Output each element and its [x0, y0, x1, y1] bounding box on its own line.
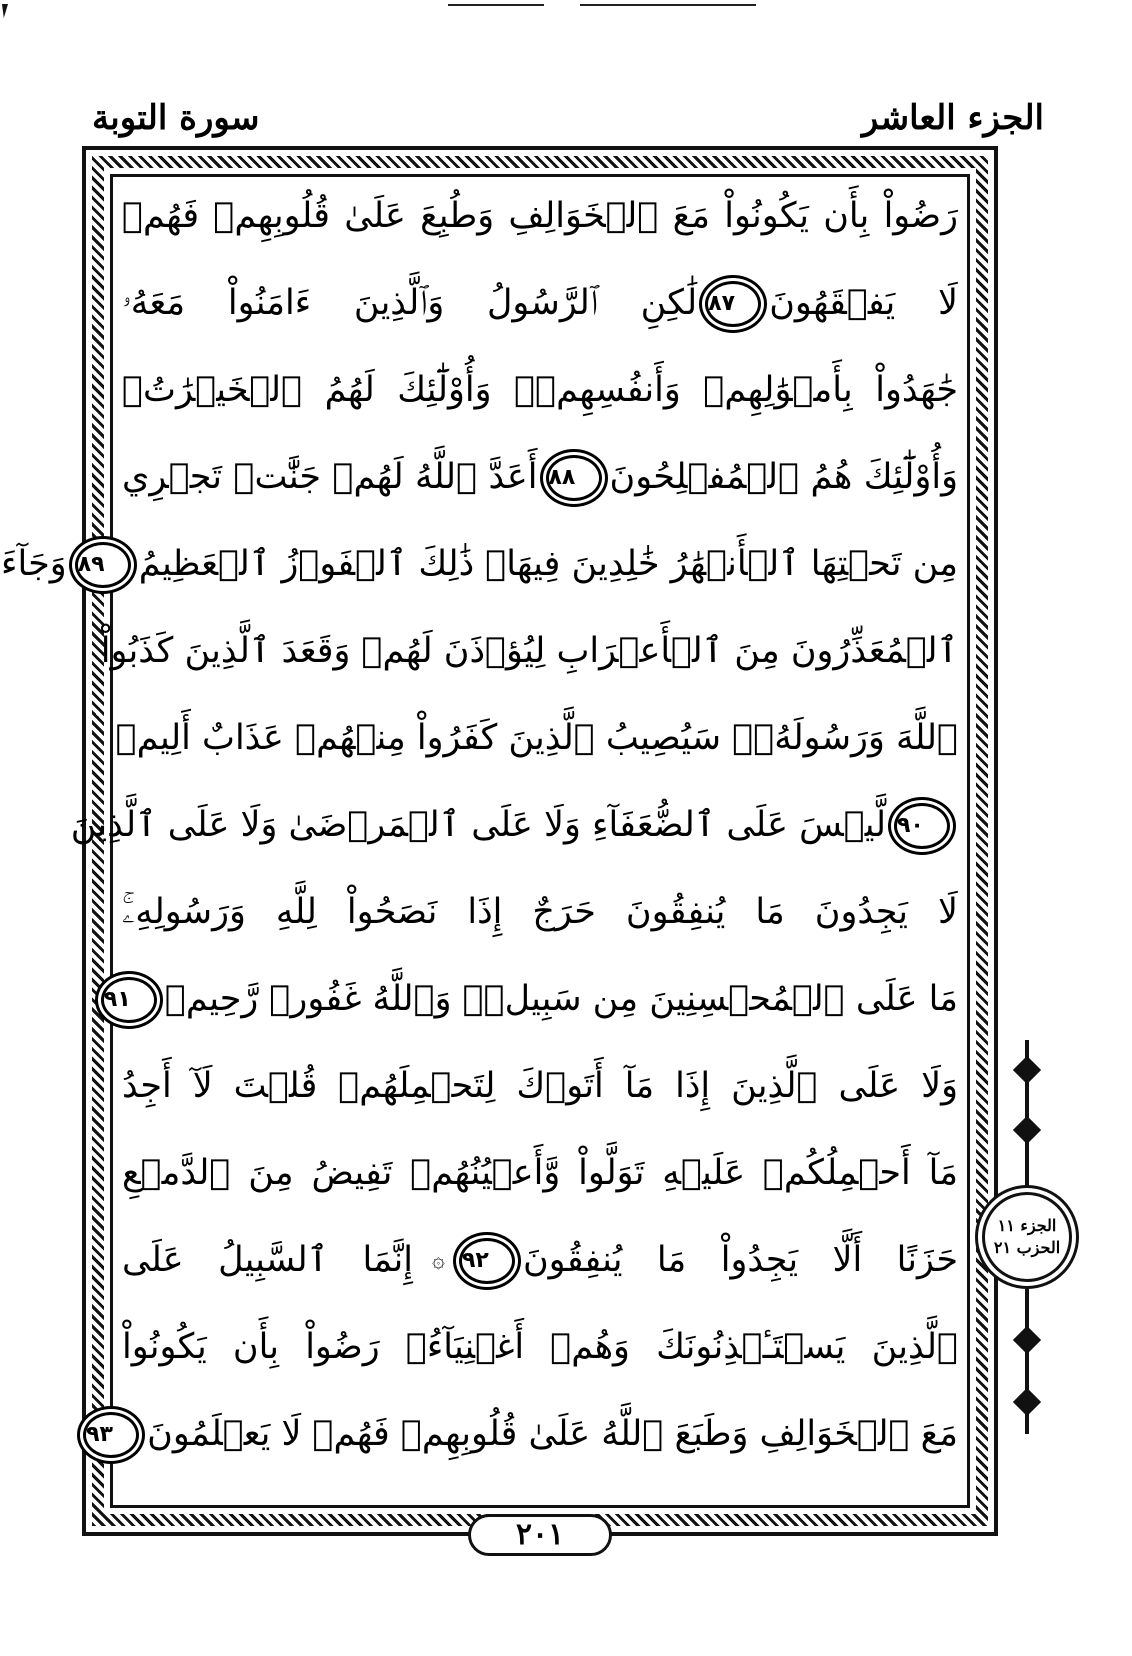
- verse-line: [122, 1230, 958, 1290]
- verse-line: [122, 1056, 958, 1116]
- verse-line: [122, 447, 958, 507]
- verse-text: إِنَّمَا ٱلسَّبِيلُ عَلَى: [122, 1240, 413, 1280]
- verse-line: [122, 882, 958, 942]
- verse-text: وَأُوْلَٰٓئِكَ هُمُ ٱلۡمُفۡلِحُونَ: [609, 457, 958, 497]
- juz-hizb-marker: [982, 1192, 1072, 1282]
- verse-text: لَا يَجِدُونَ مَا يُنفِقُونَ حَرَجٌ إِذَا نَصَحُواْ لِلَّهِ وَرَسُولِهِۦۚ: [122, 892, 958, 932]
- verse-line: [1, 534, 958, 594]
- verse-text: جَٰهَدُواْ بِأَمۡوَٰلِهِمۡ وَأَنفُسِهِمۡۚ وَأُوْلَٰٓئِكَ لَهُمُ ٱلۡخَيۡرَٰتُۖ: [122, 370, 958, 410]
- ayah-number-marker: ٩٢: [459, 1238, 515, 1284]
- verse-text: ٱلۡمُعَذِّرُونَ مِنَ ٱلۡأَعۡرَابِ لِيُؤۡذَنَ لَهُمۡ وَقَعَدَ ٱلَّذِينَ كَذَبُواْ: [100, 631, 958, 671]
- ayah-number-marker: ٩٣: [83, 1412, 139, 1458]
- ayah-number-marker: ٩١: [101, 977, 157, 1023]
- top-rule-right: [580, 4, 756, 6]
- hizb-number-label: الحزب ٢١: [993, 1238, 1061, 1257]
- verse-text: أَعَدَّ ٱللَّهُ لَهُمۡ جَنَّٰتٖ تَجۡرِي: [122, 457, 538, 497]
- ayah-number-marker: ٨٧: [705, 281, 761, 327]
- verse-text: رَضُواْ بِأَن يَكُونُواْ مَعَ ٱلۡخَوَالِفِ وَطُبِعَ عَلَىٰ قُلُوبِهِمۡ فَهُمۡ: [122, 196, 958, 236]
- verse-line: [115, 708, 958, 768]
- verse-text: حَزَنًا أَلَّا يَجِدُواْ مَا يُنفِقُونَ: [522, 1240, 958, 1280]
- ayah-number-marker: ٨٩: [75, 542, 131, 588]
- verse-text: مَآ أَحۡمِلُكُمۡ عَلَيۡهِ تَوَلَّواْ وَّأَعۡيُنُهُمۡ تَفِيضُ مِنَ ٱلدَّمۡعِ: [122, 1153, 958, 1193]
- verse-text: لَٰكِنِ ٱلرَّسُولُ وَٱلَّذِينَ ءَامَنُواْ مَعَهُۥ: [122, 283, 698, 323]
- verse-text: ٱللَّهَ وَرَسُولَهُۥۚ سَيُصِيبُ ٱلَّذِينَ كَفَرُواْ مِنۡهُمۡ عَذَابٌ أَلِيمٞ: [115, 718, 958, 758]
- verse-line: [86, 1404, 958, 1464]
- marker-diamond-bottom: [1013, 1388, 1041, 1416]
- ayah-number-marker: ٩٠: [894, 803, 950, 849]
- verse-text: مَعَ ٱلۡخَوَالِفِ وَطَبَعَ ٱللَّهُ عَلَىٰ قُلُوبِهِمۡ فَهُمۡ لَا يَعۡلَمُونَ: [147, 1414, 958, 1454]
- marker-diamond-upper: [1013, 1116, 1041, 1144]
- juz-title: الجزء العاشر: [861, 98, 1044, 138]
- verse-text: لَّيۡسَ عَلَى ٱلضُّعَفَآءِ وَلَا عَلَى ٱلۡمَرۡضَىٰ وَلَا عَلَى ٱلَّذِينَ: [70, 805, 886, 845]
- verse-text: مِن تَحۡتِهَا ٱلۡأَنۡهَٰرُ خَٰلِدِينَ فِيهَاۚ ذَٰلِكَ ٱلۡفَوۡزُ ٱلۡعَظِيمُ: [138, 544, 958, 584]
- marker-diamond-top: [1013, 1056, 1041, 1084]
- verse-line: [122, 1317, 958, 1377]
- verse-text: مَا عَلَى ٱلۡمُحۡسِنِينَ مِن سَبِيلٖۚ وَٱللَّهُ غَفُورٞ رَّحِيمٞ: [164, 979, 958, 1019]
- verse-text: وَجَآءَ: [1, 544, 67, 584]
- corner-mark: [2, 4, 8, 18]
- verse-text-block: [1, 186, 958, 1496]
- verse-line: [100, 621, 958, 681]
- verse-line: [122, 186, 958, 246]
- juz-number-label: الجزء ١١: [997, 1216, 1057, 1235]
- verse-line: [122, 273, 958, 333]
- surah-title: سورة التوبة: [92, 98, 260, 138]
- rub-el-hizb-icon: ۞: [432, 1248, 445, 1273]
- ayah-number-marker: ٨٨: [546, 455, 602, 501]
- page-number: ٢٠١: [468, 1514, 612, 1556]
- verse-text: وَلَا عَلَى ٱلَّذِينَ إِذَا مَآ أَتَوۡكَ لِتَحۡمِلَهُمۡ قُلۡتَ لَآ أَجِدُ: [122, 1066, 958, 1106]
- verse-line: [122, 1143, 958, 1203]
- top-rule-left: [448, 4, 544, 6]
- marker-diamond-lower: [1013, 1326, 1041, 1354]
- verse-line: [122, 360, 958, 420]
- verse-line: [70, 795, 958, 855]
- verse-text: ٱلَّذِينَ يَسۡتَـٔۡذِنُونَكَ وَهُمۡ أَغۡنِيَآءُۚ رَضُواْ بِأَن يَكُونُواْ: [122, 1327, 958, 1367]
- verse-text: لَا يَفۡقَهُونَ: [769, 283, 958, 323]
- verse-line: [103, 969, 958, 1029]
